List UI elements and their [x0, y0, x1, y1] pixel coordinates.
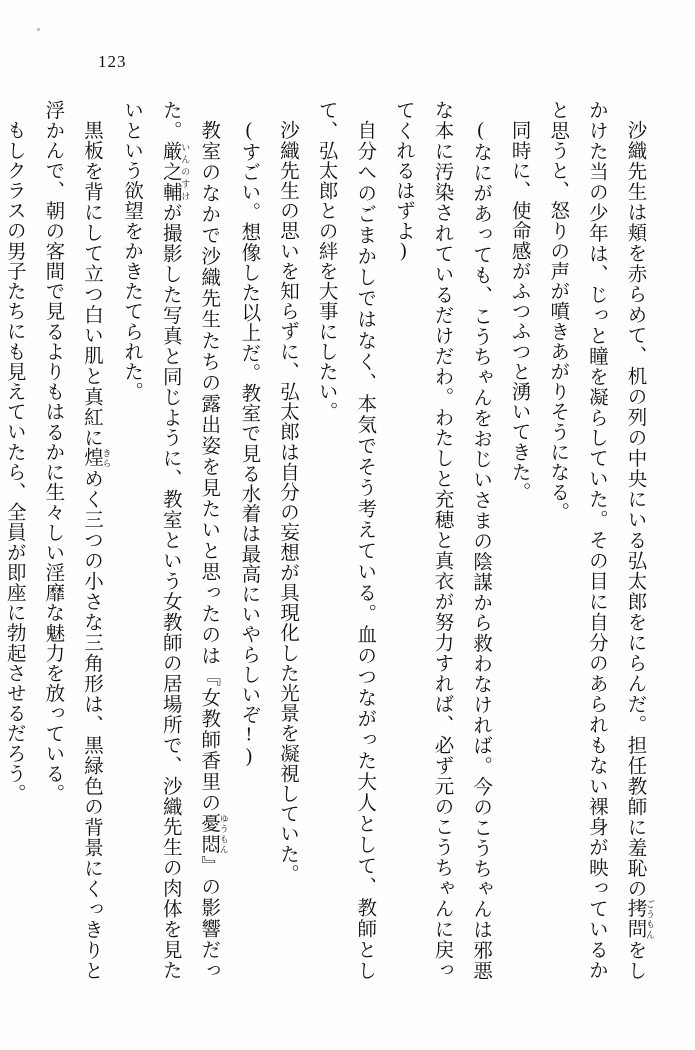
page-body-text	[3, 100, 655, 980]
ruby-innosuke: 厳之輔 いんのすけ	[159, 140, 191, 203]
paragraph-6: (すごい。想像した以上だ。教室で見る水着は最高にいやらしいぞ!)	[238, 119, 260, 768]
paragraph-1: 沙織先生は頬を赤らめて、机の列の中央にいる弘太郎をにらんだ。担任教師に羞恥の拷問 ごうもんをしかけた当の少年は、じっと瞳を凝らしていた。その目に自分のあられもない裸身が映っているかと思うと、怒りの声が噴きあがりそうになる。	[547, 100, 655, 980]
paragraph-4: 自分へのごまかしではなく、本気でそう考えている。血のつながった大人として、教師として、弘太郎との絆を大事にしたい。	[315, 100, 376, 980]
paragraph-7: 教室のなかで沙織先生たちの露出姿を見たいと思ったのは『女教師香里の憂悶 ゆうもん』の影響だった。厳之輔 いんのすけが撮影した写真と同じように、教室という女教師の居場所で、沙織先生の肉体を見たいという欲望をかきたてられた。	[121, 100, 229, 980]
paragraph-2: 同時に、使命感がふつふつと湧いてきた。	[508, 119, 530, 502]
scan-artifact-speck	[37, 28, 40, 31]
paragraph-3: (なにがあっても、こうちゃんをおじいさまの陰謀から救わなければ。今のこうちゃんは邪悪な本に汚染されているだけだわ。わたしと充穂と真衣が努力すれば、必ず元のこうちゃんに戻ってくれるはずよ)	[392, 100, 492, 980]
ruby-kira: 煌 きら	[80, 447, 112, 468]
ruby-yuumon: 憂悶 ゆうもん	[198, 812, 229, 855]
ruby-goumon: 拷問 ごうもん	[624, 898, 655, 940]
paragraph-8: 黒板を背にして立つ白い肌と真紅に煌 きらめく三つの小さな三角形は、黒緑色の背景にくっきりと浮かんで、朝の客間で見るよりもはるかに生々しい淫靡な魅力を放っている。	[42, 100, 112, 980]
page-number: 123	[98, 52, 127, 71]
paragraph-9: もしクラスの男子たちにも見えていたら、全員が即座に勃起させるだろう。	[3, 119, 25, 803]
paragraph-5: 沙織先生の思いを知らずに、弘太郎は自分の妄想が具現化した光景を凝視していた。	[277, 119, 299, 884]
